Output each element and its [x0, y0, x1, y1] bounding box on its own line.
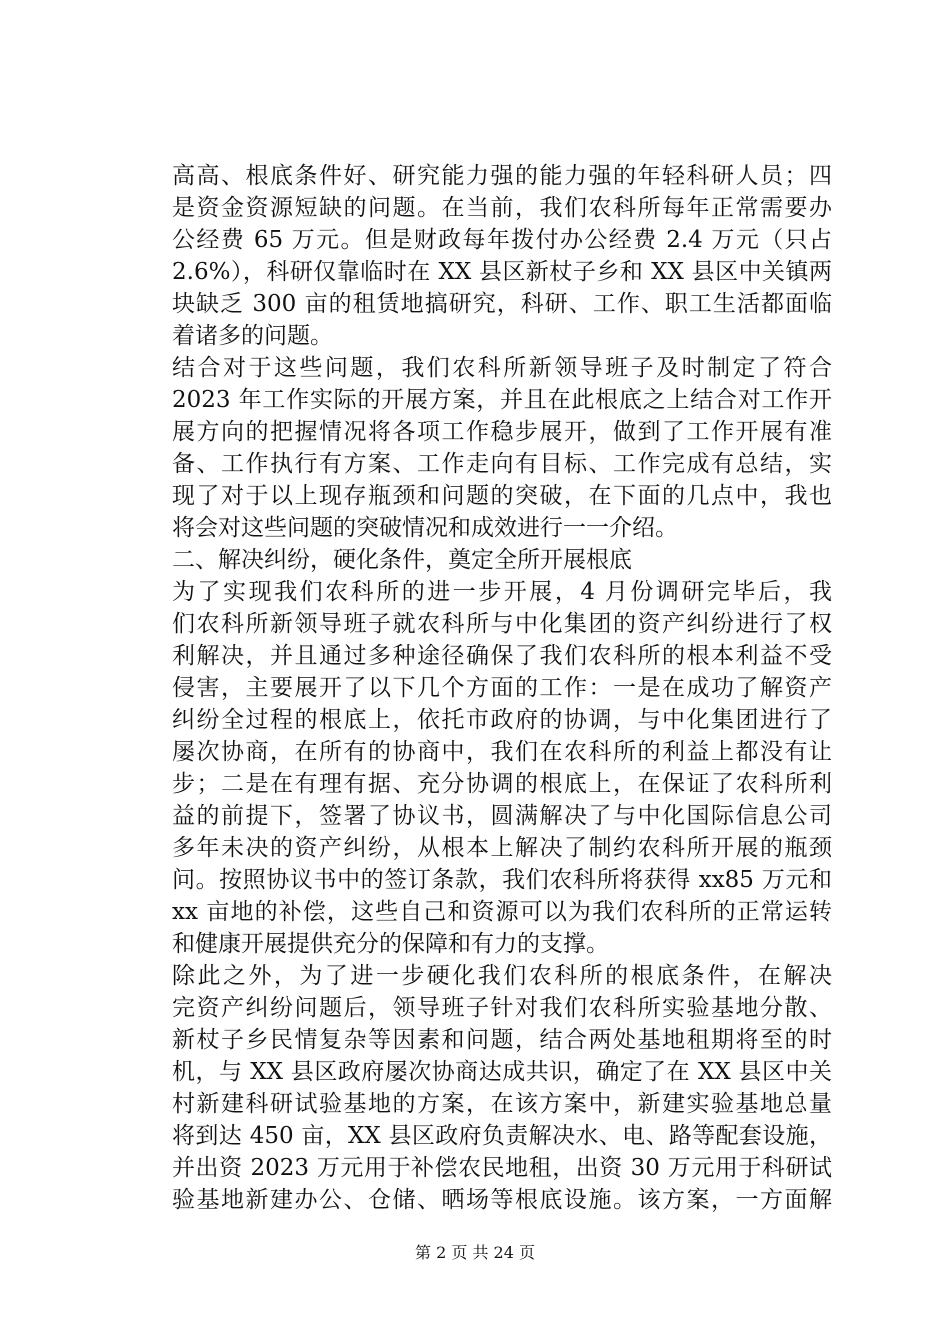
text-line: 将会对这些问题的突破情况和成效进行一一介绍。 — [172, 515, 678, 541]
text-line: 机，与 XX 县区政府屡次协商达成共识，确定了在 XX 县区中关 — [172, 1059, 832, 1085]
text-line: 步；二是在有理有据、充分协调的根底上，在保证了农科所利 — [172, 771, 832, 797]
text-line: 备、工作执行有方案、工作走向有目标、工作完成有总结，实 — [172, 451, 832, 477]
text-line: 问。按照协议书中的签订条款，我们农科所将获得 xx85 万元和 — [172, 867, 832, 893]
text-line: 完资产纠纷问题后，领导班子针对我们农科所实验基地分散、 — [172, 995, 832, 1021]
text-line: 村新建科研试验基地的方案，在该方案中，新建实验基地总量 — [172, 1091, 832, 1117]
text-line: 屡次协商，在所有的协商中，我们在农科所的利益上都没有让 — [172, 739, 832, 765]
text-line: 着诸多的问题。 — [172, 323, 333, 349]
text-line: 展方向的把握情况将各项工作稳步展开，做到了工作开展有准 — [172, 419, 832, 445]
text-line: 为了实现我们农科所的进一步开展，4 月份调研完毕后，我 — [172, 579, 832, 605]
text-line: 益的前提下，签署了协议书，圆满解决了与中化国际信息公司 — [172, 803, 832, 829]
text-line: 公经费 65 万元。但是财政每年拨付办公经费 2.4 万元（只占 — [172, 227, 832, 253]
text-line: 新杖子乡民情复杂等因素和问题，结合两处基地租期将至的时 — [172, 1027, 832, 1053]
section-heading: 二、解决纠纷，硬化条件，奠定全所开展根底 — [172, 547, 632, 573]
text-line: 和健康开展提供充分的保障和有力的支撑。 — [172, 931, 609, 957]
text-line: 将到达 450 亩，XX 县区政府负责解决水、电、路等配套设施， — [172, 1123, 832, 1149]
text-line: 2023 年工作实际的开展方案，并且在此根底之上结合对工作开 — [172, 387, 832, 413]
text-line: 并出资 2023 万元用于补偿农民地租，出资 30 万元用于科研试 — [172, 1155, 832, 1181]
text-line: 块缺乏 300 亩的租赁地搞研究，科研、工作、职工生活都面临 — [172, 291, 832, 317]
text-line: 现了对于以上现存瓶颈和问题的突破，在下面的几点中，我也 — [172, 483, 832, 509]
text-line: 是资金资源短缺的问题。在当前，我们农科所每年正常需要办 — [172, 195, 832, 221]
text-line: 高高、根底条件好、研究能力强的能力强的年轻科研人员；四 — [172, 163, 832, 189]
text-line: 纠纷全过程的根底上，依托市政府的协调，与中化集团进行了 — [172, 707, 832, 733]
text-line: 结合对于这些问题，我们农科所新领导班子及时制定了符合 — [172, 355, 832, 381]
text-line: 利解决，并且通过多种途径确保了我们农科所的根本利益不受 — [172, 643, 832, 669]
text-line: 除此之外，为了进一步硬化我们农科所的根底条件，在解决 — [172, 963, 832, 989]
text-line: 验基地新建办公、仓储、晒场等根底设施。该方案，一方面解 — [172, 1187, 832, 1213]
text-line: 们农科所新领导班子就农科所与中化集团的资产纠纷进行了权 — [172, 611, 832, 637]
text-line: xx 亩地的补偿，这些自己和资源可以为我们农科所的正常运转 — [172, 899, 832, 925]
page-number-footer: 第 2 页 共 24 页 — [415, 1243, 535, 1262]
text-line: 2.6%），科研仅靠临时在 XX 县区新杖子乡和 XX 县区中关镇两 — [172, 259, 832, 285]
text-line: 侵害，主要展开了以下几个方面的工作：一是在成功了解资产 — [172, 675, 832, 701]
text-line: 多年未决的资产纠纷，从根本上解决了制约农科所开展的瓶颈 — [172, 835, 832, 861]
